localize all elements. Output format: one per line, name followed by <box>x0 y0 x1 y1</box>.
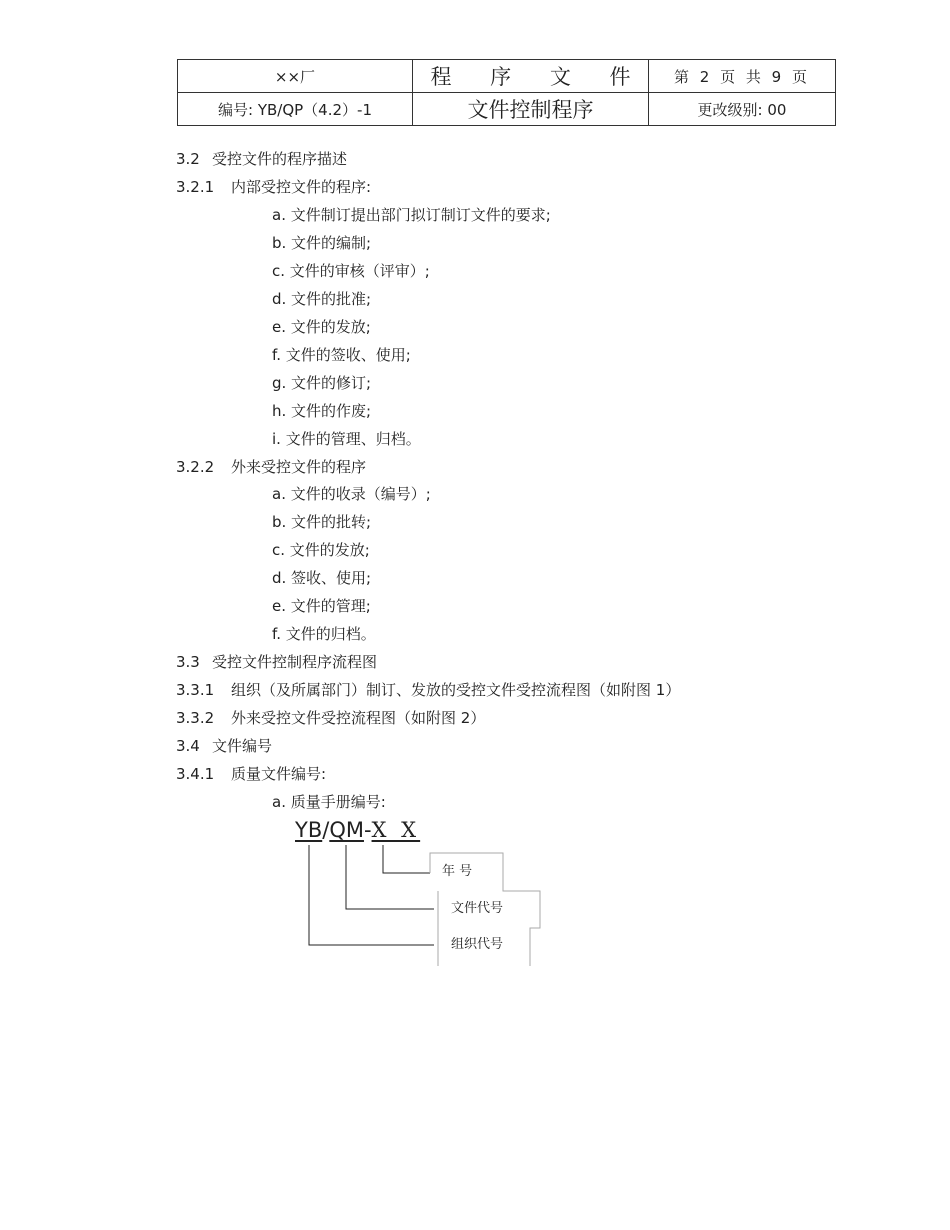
section-number: 3.2 <box>176 150 200 168</box>
list-item: d. 签收、使用; <box>272 569 372 587</box>
section-title: 外来受控文件的程序 <box>231 458 367 476</box>
section-number: 3.3 <box>176 653 200 671</box>
list-item: d. 文件的批准; <box>272 290 372 308</box>
list-item: e. 文件的管理; <box>272 597 371 615</box>
label-org-code: 组织代号 <box>451 937 504 952</box>
section-title: 组织（及所属部门）制订、发放的受控文件受控流程图（如附图 1） <box>231 681 681 699</box>
company-name: ××厂 <box>178 60 413 93</box>
doc-number: 编号: YB/QP（4.2）-1 <box>178 93 413 126</box>
code-part-org: YB <box>295 818 323 842</box>
list-item: g. 文件的修订; <box>272 374 372 392</box>
section-number: 3.4 <box>176 737 200 755</box>
section-title: 受控文件控制程序流程图 <box>212 653 378 671</box>
section-title: 文件编号 <box>212 737 273 755</box>
section-number: 3.2.1 <box>176 178 215 196</box>
connector-org <box>309 845 434 945</box>
list-item: a. 质量手册编号: <box>272 793 386 811</box>
code-dash: - <box>363 818 372 842</box>
doc-title: 文件控制程序 <box>413 93 649 126</box>
connector-year <box>383 845 430 873</box>
list-item: c. 文件的审核（评审）; <box>272 262 430 280</box>
page-info: 第 2 页 共 9 页 <box>649 60 836 93</box>
list-item: f. 文件的归档。 <box>272 625 376 643</box>
section-number: 3.3.1 <box>176 681 215 699</box>
list-item: e. 文件的发放; <box>272 318 371 336</box>
list-item: a. 文件的收录（编号）; <box>272 485 431 503</box>
section-title: 受控文件的程序描述 <box>212 150 348 168</box>
list-item: i. 文件的管理、归档。 <box>272 430 421 448</box>
connector-doc <box>346 845 434 909</box>
code-part-year: X X <box>371 818 421 842</box>
section-number: 3.4.1 <box>176 765 215 783</box>
section-title: 外来受控文件受控流程图（如附图 2） <box>231 709 486 727</box>
doc-type: 程 序 文 件 <box>413 60 649 93</box>
section-title: 质量文件编号: <box>231 765 327 783</box>
list-item: b. 文件的编制; <box>272 234 372 252</box>
list-item: c. 文件的发放; <box>272 541 370 559</box>
label-year: 年 号 <box>442 864 473 879</box>
section-title: 内部受控文件的程序: <box>231 178 372 196</box>
list-item: a. 文件制订提出部门拟订制订文件的要求; <box>272 206 551 224</box>
list-item: h. 文件的作废; <box>272 402 372 420</box>
code-part-doc: QM <box>329 818 364 842</box>
revision-level: 更改级别: 00 <box>649 93 836 126</box>
label-doc-code: 文件代号 <box>451 901 504 916</box>
code-slash: / <box>322 818 330 842</box>
list-item: b. 文件的批转; <box>272 513 372 531</box>
section-number: 3.3.2 <box>176 709 215 727</box>
list-item: f. 文件的签收、使用; <box>272 346 411 364</box>
section-number: 3.2.2 <box>176 458 215 476</box>
